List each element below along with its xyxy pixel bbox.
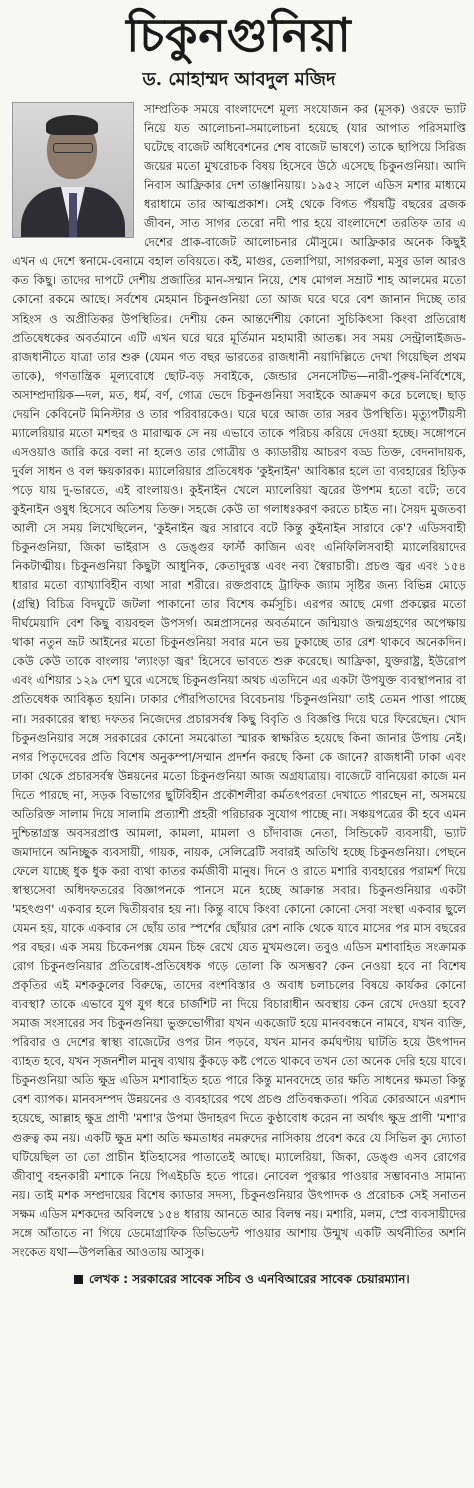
article-body: সাম্প্রতিক সময়ে বাংলাদেশে মূল্য সংযোজন কর (মূসক) ওরফে ভ্যাট নিয়ে যত আলোচনা-সমালোচনা হয়েছে (যার আপাত পরিসমাপ্তি ঘটেছে বাজেট অধিবেশনের শেষ বাজেট ভাষণে) তাকে ছাপিয়ে সিরিজ জয়ের মতো মুখরোচক বিষয় হিসেবে উঠে এসেছে চিকুনগুনিয়া। আদি নিবাস আফ্রিকার দেশ তাঞ্জানিয়ায়। ১৯৫২ সালে এডিস মশার মাধ্যমে ধরাধামে তার আত্মপ্রকাশ। সেই থেকে বিগত পঁয়ষট্টি বছরের ব্রজক জীবন, সাত সাগর তেরো নদী পার হয়ে বাংলাদেশে তরতিফ তার এ দেশের প্রাক-বাজেট আলোচনার মৌসুমে। আফ্রিকার অনেক কিছুই এখন এ দেশে স্বনামে-বেনামে বহাল তবিয়তে। কই, মাগুর, তেলাপিয়া, সাগরকলা, মসুর ডাল আরও কত কিছু। তাদের দাপটে দেশীয় প্রজাতির মান-সম্মান নিয়ে, শেষ মোগল সম্রাট শাহ আলমের মতো কোনো রকমে আছে। সর্বশেষ মেহমান চিকুনগুনিয়া তো আজ ঘরে ঘরে বেশ জানান দিচ্ছে তার সহিংস ও অপ্রীতিকর উপস্থিতির। দেশীয় কেন আন্তর্দেশীয় কোনো সুচিকিৎসা কিংবা প্রতিরোধ প্রতিষেধকের অবর্তমানে এটি এখন ঘরে ঘরে মূর্তিমান মহামারী আতঙ্ক। সব সময় সেন্ট্রালাইজড-রাজধানীতে যাত্রা তার শুরু (যেমন গত বছর ভারতের রাজধানী নয়াদিল্লিতে দেখা গিয়েছিল প্রথম তাকে), গণতান্ত্রিক মূল্যবোধে ছোট-বড় সবাইকে, জেন্ডার সেনসেটিভ—নারী-পুরুষ-নির্বিশেষে, অসাম্প্রদায়িক—দল, মত, ধর্ম, বর্ণ, গোত্র ভেদে চিকুনগুনিয়া সবাইকে আক্রমণ করে চলেছে। ছাড় দেয়নি কেবিনেট মিনিস্টার ও তার পরিবারকেও। ঘরে ঘরে আজ তার সরব উপস্থিতি। মৃত্যুপটীয়সী ম্যালেরিয়ার মতো মশহুর ও মারাত্মক সে নয় এভাবে তাকে পরিচয় করিয়ে দেওয়া হচ্ছে। সঙ্গোপনে এসওয়াও জারি করে বলা না হলেও তার গোত্রীয় ও ক্যাডারীয় আচরণ বড্ড তিক্ত, বেদনাদায়ক, দুর্বল সাধন ও বল ক্ষয়কারক। ম্যালেরিয়ার প্রতিষেধক 'কুইনাইন' আবিষ্কার হলে তা ব্যবহারের হিড়িক পড়ে যায় দু-ভারতে, এই বাংলায়ও। কুইনাইন খেলে ম্যালেরিয়া জ্বরের উপশম হতো বটে; তবে কুইনাইন ওষুধ হিসেবে অতিশয় তিক্ত। সহজে কেউ তা গলাধঃকরণ করতে চাইত না। সৈয়দ মুজতবা আলী সে সময় লিখেছিলেন, 'কুইনাইন জ্বর সারাবে বটে কিন্তু কুইনাইন সারাবে কে'? এডিসবাহী চিকুনগুনিয়া, জিকা ভাইরাস ও ডেঙ্গুর ফার্স্ট কাজিন এবং এনিফিলিসবাহী ম্যালেরিয়াদের নিকটাত্মীয়। চিকুনগুনিয়া কিছুটা আধুনিক, কেতাদুরস্ত এবং নব্য স্বৈরাচারী। প্রচণ্ড জ্বর এবং ১৫৪ ধারার মতো ব্যাখ্যাবিহীন ব্যথা সারা শরীরে। রক্তপ্রবাহে ট্রাফিক জ্যাম সৃষ্টির জন্য বিভিন্ন মোড়ে (গ্রন্থি) বিচিত্র বিদঘুটে জটলা পাকানো তার বিশেষ কর্মসূচি। এরপর আছে মেগা প্রকল্পের মতো দীর্ঘমেয়াদি বেশ কিছু ব্যয়বহুল উপসর্গ। অন্নপ্রাসনের অবর্তমানে জন্মিয়াও জন্মগ্রহণের অপেক্ষায় থাকা নতুন ভ্রূট আইনের মতো চিকুনগুনিয়া সবার মনে ভয় ঢুকাচ্ছে তার রেশ থাকবে অনেকদিন। কেউ কেউ তাকে বাংলায় 'ল্যাংড়া জ্বর' হিসেবে ভাবতে শুরু করেছে। আফ্রিকা, যুক্তরাষ্ট্র, ইউরোপ এবং এশিয়ার ১২৯ দেশ ঘুরে এসেছে চিকুনগুনিয়া অথচ এতদিনে এর একটা উপযুক্ত ব্যবস্থাপনার বা প্রতিষেধক আবিষ্কৃত হয়নি। ঢাকার পৌরপিতাদের বিবেচনায় 'চিকুনগুনিয়া' তাই তেমন পাত্তা পাচ্ছে না। সরকারের স্বাস্থ্য দফতর নিজেদের প্রচারসর্বস্ব কিছু বিবৃতি ও বিজ্ঞপ্তি দিয়ে ঘরে ফিরেছেন। খোদ চিকুনগুনিয়ার সঙ্গে সরকারের কোনো সমঝোতা স্মারক স্বাক্ষরিত হয়েছে কিনা জানার উপায় নেই। নগর পিতৃদেবের প্রতি বিশেষ অনুকম্পা/সম্মান প্রদর্শন করছে কিনা কে জানে? রাজধানী ঢাকা এবং ঢাকা থেকে প্রচারসর্বস্ব উন্নয়নের মতো চিকুনগুনিয়া আজ অগ্রযাত্রায়। বাজেটে বানিয়েরা কাজে মন দিতে পারছে না, সড়ক বিভাগের ছুটিবিহীন প্রকৌশলীরা কর্মতৎপরতা দেখাতে পারছেন না, অসময়ে অতিরিক্ত সালাম দিয়ে সালামি প্রত্যাশী প্রহরী পরিচারক সুযোগ পাচ্ছে না। সঞ্চয়পত্রের কী হবে এমন দুশ্চিন্তাগ্রস্ত অবসরপ্রাপ্ত আমলা, কামলা, মামলা ও চাঁদাবাজ নেতা, সিন্ডিকেট ব্যবসায়ী, ভ্যাট জমাদানে অনিচ্ছুক ব্যবসায়ী, গায়ক, নায়ক, সেলিব্রেটি সবারই অতিথি হচ্ছে চিকুনগুনিয়া। পেছনে ফেলে যাচ্ছে ধুক ধুক করা ব্যথা কাতর কর্মজীবী মানুষ। দিনে ও রাতে মশারি ব্যবহারের পরামর্শ দিয়ে স্বাস্থ্যসেবা অধিদফতরের বিজ্ঞাপনকে পানসে মনে হচ্ছে আক্রান্ত সবার। চিকুনগুনিয়ার একটা 'মহৎগুণ' একবার হলে দ্বিতীয়বার হয় না। কিন্তু বাঘে কিংবা কোনো কোনো সেবা সংস্থা একবার ছুলে যেমন হয়, যাকে একবার সে ছোঁয় তার স্পর্শের ছোঁয়ার রেশ নাকি থেকে যাবে মাসের পর মাস বছরের পর বছর। এক সময় চিকেনপক্স যেমন চিহ্ন রেখে যেত মুখমণ্ডলে। তবুও এডিস মশাবাহিত সংক্রামক রোগ চিকুনগুনিয়ার প্রতিরোধ-প্রতিষেধক গড়ে তোলা কি অসম্ভব? কেন নেওয়া হবে না বিশেষ প্রকৃতির এই মশককুলের বিরুদ্ধে, তাদের বংশবিস্তার ও অবাধ চলাচলের বিষয়ে কার্যকর কোনো ব্যবস্থা? তাকে এভাবে যুগ যুগ ধরে চার্জশিট না দিয়ে বিচারাধীন অবস্থায় কেন রেখে দেওয়া হবে? সমাজ সংসারের সব চিকুনগুনিয়া ভুক্তভোগীরা যখন একজোট হয়ে মানববন্ধনে নামবে, যখন ব্যক্তি, পরিবার ও দেশের স্বাস্থ্য বাজেটের ওপর টান পড়বে, যখন মানব কর্মঘণ্টায় ঘাটতি হয়ে উৎপাদন ব্যাহত হবে, যখন সৃজনশীল মানুষ ব্যথায় কুঁকড়ে কষ্ট পেতে থাকবে তখন তো অনেক দেরি হয়ে যাবে। চিকুনগুনিয়া অতি ক্ষুদ্র এডিস মশাবাহিত হতে পারে কিন্তু মানবদেহে তার ক্ষতি সাধনের ক্ষমতা কিন্তু বেশ ব্যাপক। মানবসম্পদ উন্নয়নের ও ব্যবহারের পথে প্রচণ্ড প্রতিবন্ধকতা। পবিত্র কোরআনে এরশাদ হয়েছে, আল্লাহ ক্ষুদ্র প্রাণী 'মশা'র উপমা উদাহরণ দিতে কুণ্ঠাবোধ করেন না অর্থাৎ ক্ষুদ্র প্রাণী 'মশা'র গুরুত্ব কম নয়। একটি ক্ষুদ্র মশা অতি ক্ষমতাধর নমরুদের নাসিকায় প্রবেশ করে যে সিভিল ক্যু দ্যোতা ঘটিয়েছিল তা তো প্রাচীন ইতিহাসের পাতাতেই আছে। ম্যালেরিয়া, জিকা, ডেঙ্গু এসব রোগের জীবাণু বহনকারী মশাকে নিয়ে পিএইচডি হতে পারে। নোবেল পুরস্কার পাওয়ার সম্ভাবনাও সামান্য নয়। তাই মশক সম্প্রদায়ের বিশেষ ক্যাডার সদস্য, চিকুনগুনিয়ার উৎপাদক ও প্ররোচক সেই সনাতন সক্ষম এডিস মশকদের অবিলম্বে ১৫৪ ধারায় আনতে আর বিলম্ব নয়। মশারি, মলম, স্প্রে ব্যবসায়ীদের সঙ্গে আঁতাতে না গিয়ে ডেমোগ্রাফিক ডিভিডেন্ট পাওয়ার আশায় উন্মুখ একটি অর্থনীতির অশনি সংকেত যথা—উপলব্ধির আওতায় আসুক। bbox=[12, 102, 466, 1259]
bullet-square-icon bbox=[74, 1275, 83, 1284]
author-photo bbox=[12, 102, 134, 238]
author-byline bbox=[12, 1270, 466, 1288]
byline-text: লেখক : সরকারের সাবেক সচিব ও এনবিআরের সাবেক চেয়ারম্যান। bbox=[89, 1271, 410, 1286]
author-name: ড. মোহাম্মদ আবদুল মজিদ bbox=[142, 69, 336, 90]
article-title: চিকুনগুনিয়া bbox=[126, 8, 352, 62]
